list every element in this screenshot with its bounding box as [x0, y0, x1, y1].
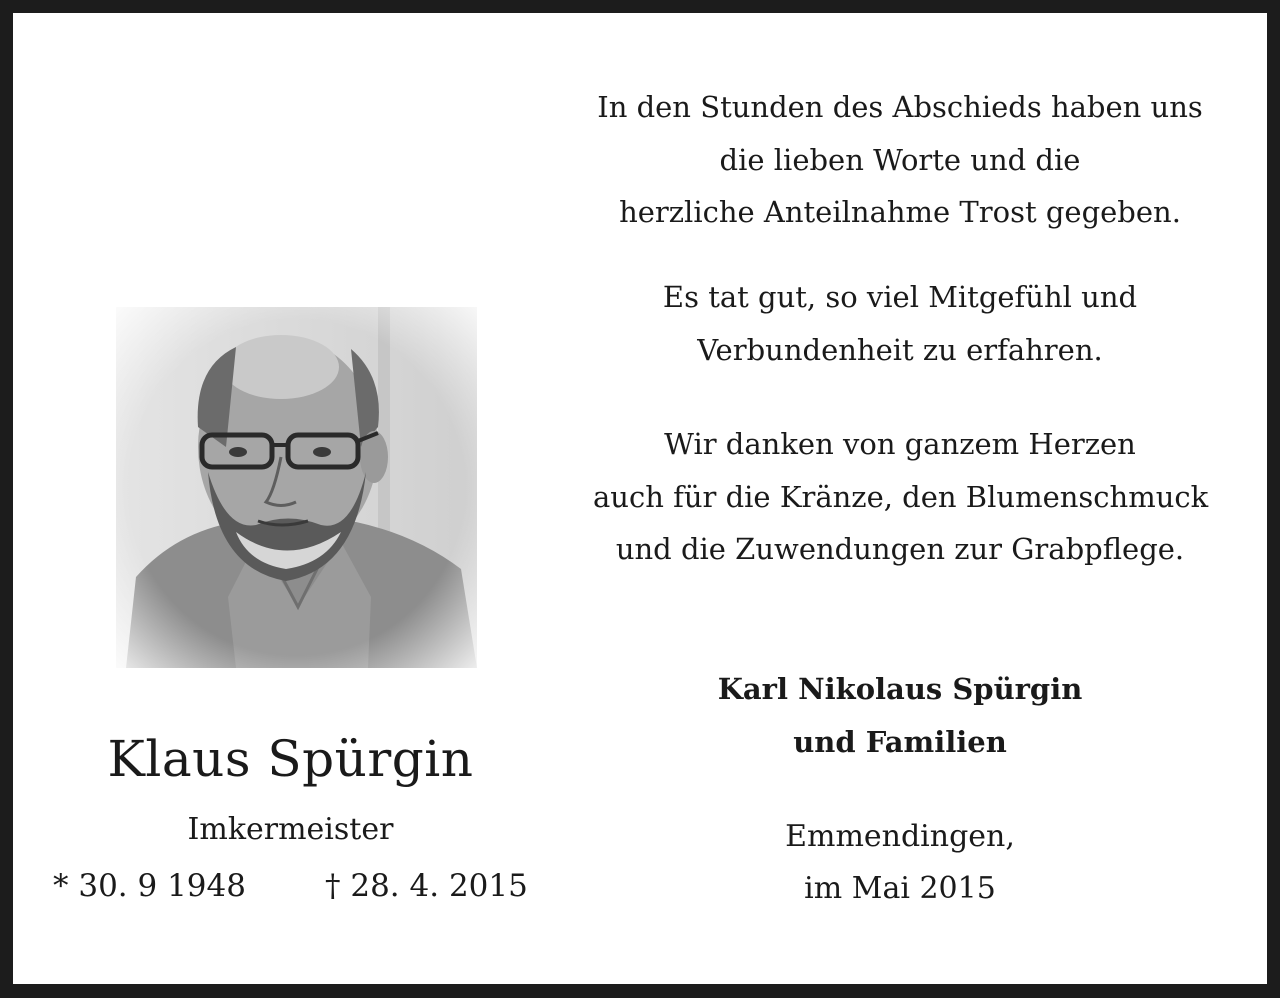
place-line: Emmendingen, [785, 819, 1015, 854]
message-line: die lieben Worte und die [719, 142, 1081, 177]
place-date-block [593, 811, 1207, 915]
message-line: Wir danken von ganzem Herzen [664, 427, 1136, 461]
message-line: Verbundenheit zu erfahren. [697, 332, 1103, 367]
obituary-card [13, 13, 1267, 984]
birth-date: * 30. 9 1948 [53, 868, 246, 904]
deceased-name: Klaus Spürgin [107, 730, 474, 788]
death-date: † 28. 4. 2015 [325, 868, 528, 904]
message-line: und die Zuwendungen zur Grabpflege. [615, 532, 1185, 566]
deceased-column [13, 13, 593, 984]
message-column [593, 13, 1207, 984]
message-stanza [593, 271, 1207, 376]
message-line: auch für die Kränze, den Blumenschmuck [593, 479, 1209, 514]
deceased-occupation: Imkermeister [187, 812, 394, 847]
signature-line: und Familien [793, 724, 1007, 759]
message-stanza [593, 418, 1207, 576]
date-line: im Mai 2015 [804, 871, 996, 906]
message-line: herzliche Anteilnahme Trost gegeben. [619, 195, 1181, 229]
portrait-photo [116, 307, 477, 668]
signature-block [593, 663, 1207, 768]
message-line: In den Stunden des Abschieds haben uns [597, 90, 1203, 124]
message-line: Es tat gut, so viel Mitgefühl und [662, 280, 1138, 314]
message-stanza [593, 81, 1207, 239]
signature-line: Karl Nikolaus Spürgin [717, 672, 1083, 706]
